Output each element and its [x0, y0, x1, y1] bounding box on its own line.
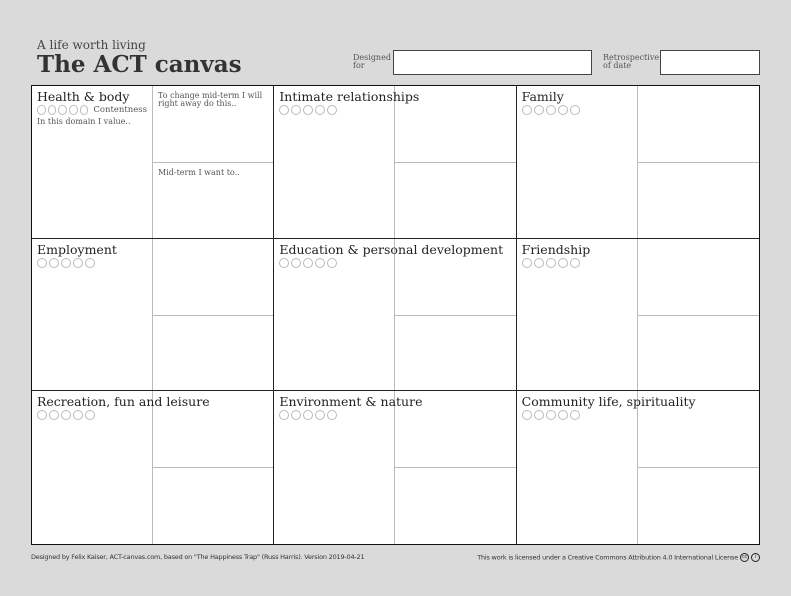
domain-title: Environment & nature	[279, 394, 423, 410]
contentness-rating	[522, 410, 632, 420]
domain-title: Health & body	[37, 89, 130, 104]
designed-for-label: Designed for	[353, 53, 391, 70]
mid-term-goals-area[interactable]	[153, 468, 273, 544]
domain-title: Education & personal development	[279, 241, 504, 257]
rating-circle[interactable]	[61, 258, 71, 268]
values-prompt: In this domain I value..	[37, 117, 131, 126]
rating-circle[interactable]	[558, 258, 568, 268]
short-term-actions-area[interactable]	[153, 239, 273, 316]
short-term-prompt: To change mid-term I will right away do this..	[158, 91, 263, 108]
rating-circle[interactable]	[315, 410, 325, 420]
rating-circle[interactable]	[279, 410, 289, 420]
domain-cell	[274, 391, 516, 544]
rating-circle[interactable]	[37, 258, 47, 268]
rating-circle[interactable]	[546, 258, 556, 268]
rating-circle[interactable]	[37, 105, 46, 115]
mid-term-goals-area[interactable]	[638, 163, 759, 238]
rating-circle[interactable]	[522, 258, 532, 268]
domain-title: Community life, spirituality	[521, 394, 696, 410]
cc-icon: cc	[741, 554, 748, 560]
domain-title: Friendship	[521, 241, 591, 257]
domain-cell	[517, 239, 759, 392]
rating-circle[interactable]	[61, 410, 71, 420]
rating-circle[interactable]	[546, 105, 556, 115]
rating-circle[interactable]	[534, 410, 544, 420]
short-term-actions-area[interactable]	[153, 86, 273, 163]
rating-circle[interactable]	[85, 410, 95, 420]
rating-circle[interactable]	[279, 258, 289, 268]
rating-circle[interactable]	[303, 105, 313, 115]
rating-circle[interactable]	[522, 410, 532, 420]
mid-term-goals-area[interactable]	[153, 163, 273, 238]
rating-circle[interactable]	[570, 105, 580, 115]
short-term-actions-area[interactable]	[638, 239, 759, 316]
attribution-icon: i	[751, 553, 760, 562]
rating-circle[interactable]	[558, 105, 568, 115]
short-term-actions-area[interactable]	[395, 239, 515, 316]
mid-term-goals-area[interactable]	[395, 468, 515, 544]
contentness-rating	[522, 105, 632, 115]
domain-title: Employment	[37, 241, 117, 257]
values-area[interactable]	[274, 86, 420, 238]
short-term-actions-area[interactable]	[638, 391, 759, 468]
contentness-rating	[522, 258, 632, 268]
rating-circle[interactable]	[534, 105, 544, 115]
license-text: This work is licensed under a Creative Commons Attribution 4.0 International License	[477, 553, 738, 562]
rating-circle[interactable]	[80, 105, 89, 115]
rating-circle[interactable]	[570, 410, 580, 420]
short-term-actions-area[interactable]	[395, 86, 515, 163]
contentness-rating	[279, 105, 389, 115]
rating-circle[interactable]	[37, 410, 47, 420]
footer-credits: Designed by Felix Kaiser, ACT-canvas.com, based on "The Happiness Trap" (Russ Harris). Version 2019-04-21	[31, 553, 365, 561]
short-term-actions-area[interactable]	[638, 86, 759, 163]
domain-cell	[517, 391, 759, 544]
domain-cell	[32, 391, 274, 544]
retrospective-label: Retrospective of date	[603, 53, 660, 70]
domain-title: Family	[521, 89, 564, 104]
rating-circle[interactable]	[85, 258, 95, 268]
domain-title: Recreation, fun and leisure	[37, 394, 210, 410]
mid-term-prompt: Mid-term I want to..	[158, 168, 240, 177]
rating-circle[interactable]	[291, 410, 301, 420]
rating-circle[interactable]	[291, 258, 301, 268]
domain-cell	[32, 86, 274, 239]
mid-term-goals-area[interactable]	[638, 316, 759, 391]
short-term-actions-area[interactable]	[395, 391, 515, 468]
mid-term-goals-area[interactable]	[638, 468, 759, 544]
rating-circle[interactable]	[49, 410, 59, 420]
rating-circle[interactable]	[546, 410, 556, 420]
values-area[interactable]	[517, 239, 638, 391]
mid-term-goals-area[interactable]	[395, 163, 515, 238]
domain-cell	[274, 86, 516, 239]
rating-circle[interactable]	[58, 105, 67, 115]
domain-cell	[274, 239, 516, 392]
mid-term-goals-area[interactable]	[395, 316, 515, 391]
rating-circle[interactable]	[570, 258, 580, 268]
contentness-rating	[37, 105, 147, 115]
domain-cell	[32, 239, 274, 392]
footer-license	[477, 553, 760, 562]
rating-circle[interactable]	[48, 105, 57, 115]
mid-term-goals-area[interactable]	[153, 316, 273, 391]
rating-circle[interactable]	[327, 105, 337, 115]
designed-for-field[interactable]	[393, 50, 592, 75]
values-area[interactable]	[32, 86, 153, 238]
rating-circle[interactable]	[303, 258, 313, 268]
rating-circle[interactable]	[327, 258, 337, 268]
page-title: The ACT canvas	[37, 51, 242, 78]
values-area[interactable]	[32, 391, 210, 544]
values-area[interactable]	[274, 391, 423, 544]
act-canvas-grid	[31, 85, 760, 545]
rating-circle[interactable]	[315, 105, 325, 115]
rating-circle[interactable]	[327, 410, 337, 420]
subtitle: A life worth living	[37, 38, 146, 52]
rating-circle[interactable]	[315, 258, 325, 268]
values-area[interactable]	[32, 239, 153, 391]
values-area[interactable]	[517, 86, 638, 238]
rating-circle[interactable]	[49, 258, 59, 268]
rating-circle[interactable]	[69, 105, 78, 115]
rating-circle[interactable]	[558, 410, 568, 420]
rating-label: Contentness	[93, 105, 148, 115]
short-term-actions-area[interactable]	[153, 391, 273, 468]
contentness-rating	[37, 410, 147, 420]
contentness-rating	[279, 258, 389, 268]
values-area[interactable]	[274, 239, 504, 391]
contentness-rating	[37, 258, 147, 268]
rating-circle[interactable]	[522, 105, 532, 115]
rating-circle[interactable]	[73, 258, 83, 268]
rating-circle[interactable]	[291, 105, 301, 115]
domain-title: Intimate relationships	[279, 89, 420, 104]
domain-cell	[517, 86, 759, 239]
rating-circle[interactable]	[534, 258, 544, 268]
rating-circle[interactable]	[73, 410, 83, 420]
retrospective-date-field[interactable]	[660, 50, 760, 75]
contentness-rating	[279, 410, 389, 420]
values-area[interactable]	[517, 391, 696, 544]
rating-circle[interactable]	[279, 105, 289, 115]
rating-circle[interactable]	[303, 410, 313, 420]
